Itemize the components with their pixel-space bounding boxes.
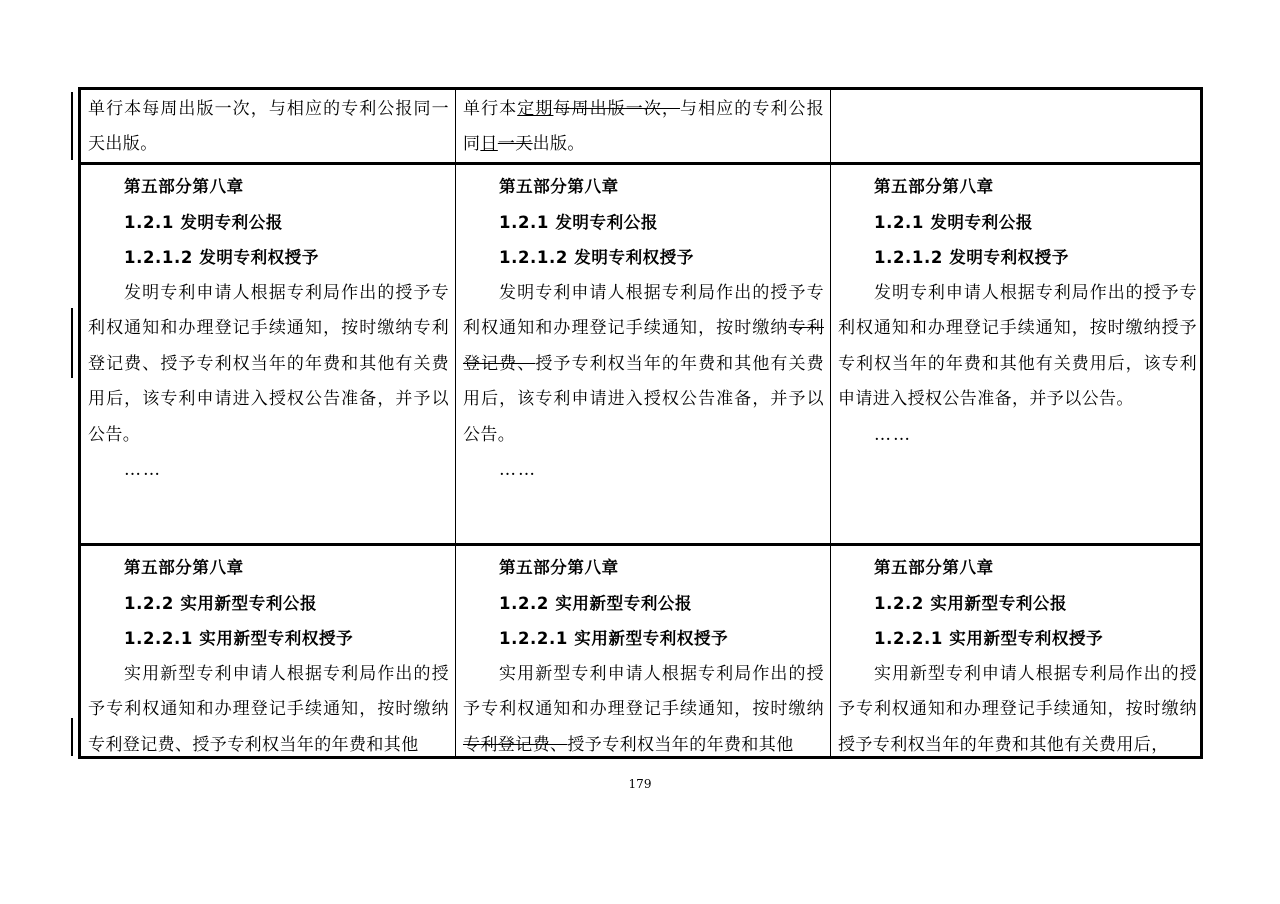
inserted-text: 定期 <box>517 99 554 119</box>
section-heading: 1.2.2 实用新型专利公报 <box>124 593 318 613</box>
section-heading: 第五部分第八章 <box>874 177 994 196</box>
section-heading: 1.2.2 实用新型专利公报 <box>874 593 1068 613</box>
page-number: 179 <box>628 777 652 791</box>
cell-text: 单行本每周出版一次，与相应的专利公报同一天出版。 <box>88 99 449 154</box>
section-heading: 1.2.2 实用新型专利公报 <box>499 593 693 613</box>
table-cell-revised <box>456 90 830 162</box>
section-heading: 1.2.1 发明专利公报 <box>499 212 658 232</box>
body-text: 实用新型专利申请人根据专利局作出的授予专利权通知和办理登记手续通知，按时缴纳专利登记费、授予专利权当年的年费和其他 <box>88 663 449 755</box>
table-row <box>81 90 1200 162</box>
body-text: 实用新型专利申请人根据专利局作出的授予专利权通知和办理登记手续通知，按时缴纳授予专利权当年的年费和其他有关费用后， <box>838 663 1197 755</box>
table-row <box>81 165 1200 543</box>
body-text <box>463 657 824 757</box>
table-cell-notes <box>831 546 1200 756</box>
deleted-text: 一天 <box>497 134 533 154</box>
deleted-text: 专利登记费、 <box>463 318 824 374</box>
table-cell-notes <box>831 90 1203 162</box>
text-run: 授予专利权当年的年费和其他有关费用后，该专利申请进入授权公告准备，并予以公告。 <box>463 353 824 445</box>
ellipsis: …… <box>499 460 537 480</box>
table-cell-revised <box>456 546 830 756</box>
section-heading: 1.2.1 发明专利公报 <box>124 212 283 232</box>
change-bar <box>71 718 73 756</box>
body-text: 发明专利申请人根据专利局作出的授予专利权通知和办理登记手续通知，按时缴纳授予专利权当年的年费和其他有关费用后，该专利申请进入授权公告准备，并予以公告。 <box>838 282 1197 409</box>
change-bar <box>71 92 73 160</box>
table-cell-notes <box>831 165 1203 543</box>
section-heading: 1.2.2.1 实用新型专利权授予 <box>124 629 354 648</box>
column-divider <box>830 90 831 756</box>
section-heading: 第五部分第八章 <box>124 558 244 577</box>
deleted-text: 每周出版一次， <box>553 99 680 119</box>
text-run: 与相应的专利公报同 <box>463 99 824 154</box>
section-heading: 第五部分第八章 <box>499 177 619 196</box>
section-heading: 1.2.1.2 发明专利权授予 <box>874 248 1069 267</box>
section-heading: 第五部分第八章 <box>124 177 244 196</box>
deleted-text: 专利登记费、 <box>463 734 568 755</box>
table-cell-original <box>81 546 455 756</box>
ellipsis: …… <box>124 460 162 480</box>
section-heading: 1.2.2.1 实用新型专利权授予 <box>874 629 1104 648</box>
inserted-text: 日 <box>480 134 498 154</box>
text-run: 授予专利权当年的年费和其他 <box>567 734 794 755</box>
table-row <box>81 546 1200 756</box>
section-heading: 1.2.1.2 发明专利权授予 <box>499 248 694 267</box>
section-heading: 1.2.1 发明专利公报 <box>874 212 1033 232</box>
section-heading: 1.2.2.1 实用新型专利权授予 <box>499 629 729 648</box>
table-cell-original <box>81 165 455 543</box>
table-cell-revised <box>456 165 830 543</box>
change-bar <box>71 308 73 378</box>
text-run: 出版。 <box>532 134 585 154</box>
text-run: 实用新型专利申请人根据专利局作出的授予专利权通知和办理登记手续通知，按时缴纳 <box>463 663 824 719</box>
body-text <box>463 276 824 454</box>
cell-text <box>463 92 824 162</box>
section-heading: 第五部分第八章 <box>874 558 994 577</box>
text-run: 单行本 <box>463 99 518 119</box>
column-divider <box>455 90 456 756</box>
text-run: 发明专利申请人根据专利局作出的授予专利权通知和办理登记手续通知，按时缴纳 <box>463 282 824 338</box>
comparison-table <box>78 87 1203 759</box>
ellipsis: …… <box>874 424 912 445</box>
section-heading: 1.2.1.2 发明专利权授予 <box>124 248 319 267</box>
body-text: 发明专利申请人根据专利局作出的授予专利权通知和办理登记手续通知，按时缴纳专利登记费、授予专利权当年的年费和其他有关费用后，该专利申请进入授权公告准备，并予以公告。 <box>88 282 449 445</box>
table-cell-original <box>81 90 455 162</box>
section-heading: 第五部分第八章 <box>499 558 619 577</box>
